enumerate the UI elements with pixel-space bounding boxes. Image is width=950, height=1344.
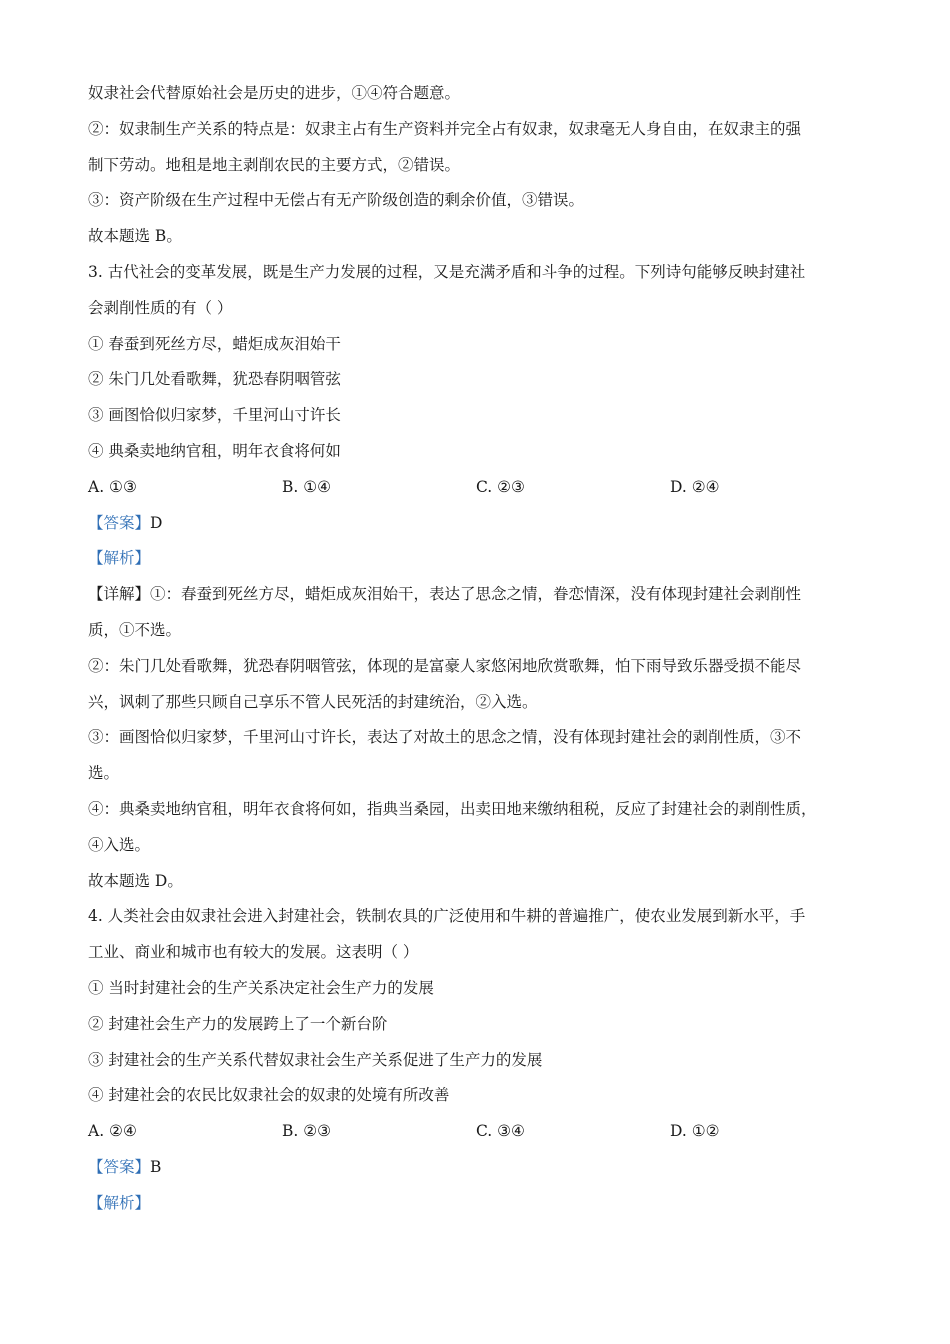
question-3-item: ① 春蚕到死丝方尽，蜡炬成灰泪始干 [88, 334, 341, 353]
answer-label: 【答案】 [88, 513, 151, 532]
conclusion-line: 故本题选 D。 [88, 871, 183, 890]
question-4-item: ② 封建社会生产力的发展跨上了一个新台阶 [88, 1014, 388, 1033]
paragraph-line: ④入选。 [88, 835, 151, 854]
question-4-stem-cont: 工业、商业和城市也有较大的发展。这表明（ ） [88, 943, 419, 962]
paragraph-line: 兴，讽刺了那些只顾自己享乐不管人民死活的封建统治，②入选。 [88, 692, 538, 711]
detail-label: 【详解】 [88, 585, 151, 604]
paragraph-line: 质，①不选。 [88, 620, 182, 639]
option-b: B. ②③ [282, 1122, 332, 1141]
question-3-stem: 3. 古代社会的变革发展，既是生产力发展的过程，又是充满矛盾和斗争的过程。下列诗句能够反映封建社 [88, 262, 806, 281]
conclusion-line: 故本题选 B。 [88, 227, 182, 246]
question-4-analysis [88, 1186, 868, 1222]
question-4-answer [88, 1150, 868, 1186]
question-3-options [88, 470, 868, 506]
answer-value: B [150, 1157, 162, 1176]
question-3-item: ④ 典桑卖地纳官租，明年衣食将何如 [88, 441, 341, 460]
question-3-stem-cont: 会剥削性质的有（ ） [88, 298, 233, 317]
answer-label: 【答案】 [88, 1157, 151, 1176]
option-c: C. ③④ [476, 1122, 525, 1141]
question-4-item: ① 当时封建社会的生产关系决定社会生产力的发展 [88, 978, 434, 997]
question-4-item: ④ 封建社会的农民比奴隶社会的奴隶的处境有所改善 [88, 1086, 450, 1105]
option-c: C. ②③ [476, 477, 525, 496]
option-d: D. ①② [670, 1122, 720, 1141]
question-4-item: ③ 封建社会的生产关系代替奴隶社会生产关系促进了生产力的发展 [88, 1050, 543, 1069]
paragraph-line: 制下劳动。地租是地主剥削农民的主要方式，②错误。 [88, 155, 461, 174]
answer-value: D [150, 513, 163, 532]
question-3-item: ② 朱门几处看歌舞，犹恐春阴咽管弦 [88, 370, 341, 389]
analysis-label: 【解析】 [88, 1193, 151, 1212]
paragraph-line: ②：朱门几处看歌舞，犹恐春阴咽管弦，体现的是富豪人家悠闲地欣赏歌舞，怕下雨导致乐器受损不能尽 [88, 656, 802, 675]
paragraph-line: ②：奴隶制生产关系的特点是：奴隶主占有生产资料并完全占有奴隶，奴隶毫无人身自由，在奴隶主的强 [88, 119, 802, 138]
paragraph-line: ③：画图恰似归家梦，千里河山寸许长，表达了对故土的思念之情，没有体现封建社会的剥削性质，③不 [88, 728, 802, 747]
question-4-stem: 4. 人类社会由奴隶社会进入封建社会，铁制农具的广泛使用和牛耕的普遍推广，使农业发展到新水平，手 [88, 907, 806, 926]
option-b: B. ①④ [282, 477, 332, 496]
paragraph-line: 选。 [88, 764, 120, 783]
paragraph-line: ③：资产阶级在生产过程中无偿占有无产阶级创造的剩余价值，③错误。 [88, 191, 585, 210]
option-a: A. ②④ [88, 1122, 137, 1141]
question-3-analysis [88, 541, 868, 577]
question-3-detail [88, 577, 868, 613]
analysis-label: 【解析】 [88, 549, 151, 568]
document-page [88, 76, 868, 1222]
option-a: A. ①③ [88, 477, 137, 496]
detail-text: ①：春蚕到死丝方尽，蜡炬成灰泪始干，表达了思念之情，眷恋情深，没有体现封建社会剥削性 [150, 585, 802, 604]
paragraph-line: 奴隶社会代替原始社会是历史的进步，①④符合题意。 [88, 84, 461, 102]
question-3-answer [88, 506, 868, 542]
option-d: D. ②④ [670, 477, 720, 496]
question-4-options [88, 1114, 868, 1150]
paragraph-line: ④：典桑卖地纳官租，明年衣食将何如，指典当桑园，出卖田地来缴纳租税，反应了封建社会的剥削性质， [88, 799, 817, 818]
question-3-item: ③ 画图恰似归家梦，千里河山寸许长 [88, 406, 341, 425]
